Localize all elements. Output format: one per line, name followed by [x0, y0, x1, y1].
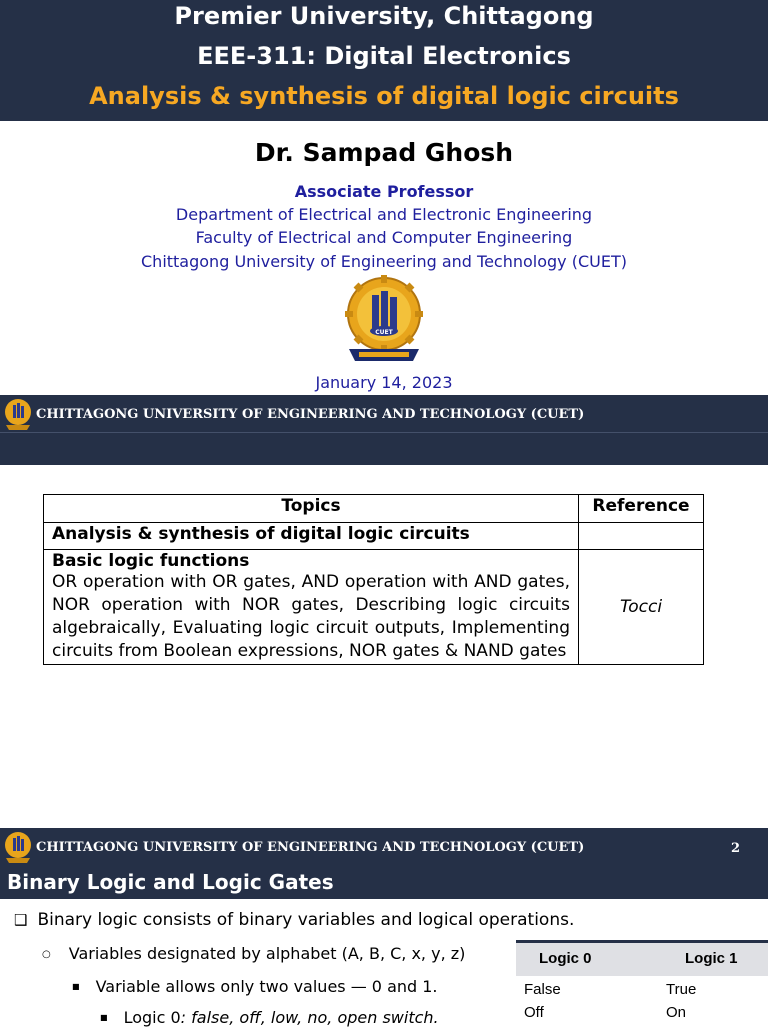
- logo-text: CUET: [375, 329, 393, 336]
- topics-header: Topics: [44, 495, 579, 523]
- section-title: Binary Logic and Logic Gates: [7, 870, 334, 894]
- course-title: EEE-311: Digital Electronics: [197, 42, 571, 70]
- cuet-small-logo: [3, 397, 33, 431]
- bullet-level2: ○ Variables designated by alphabet (A, B, C, x, y, z): [42, 944, 466, 963]
- square-bullet-icon: ■: [72, 982, 80, 991]
- reference-header: Reference: [579, 495, 704, 523]
- university-title: Premier University, Chittagong: [174, 2, 594, 30]
- reference-cell-empty: [579, 523, 704, 550]
- topic-cell: [44, 550, 579, 665]
- cuet-logo: [345, 275, 423, 367]
- logic0-header: Logic 0: [539, 950, 592, 967]
- table-cell: False: [524, 981, 561, 998]
- topic-heading: Basic logic functions: [52, 551, 250, 571]
- topics-table: [43, 494, 704, 665]
- header-bar-text: CHITTAGONG UNIVERSITY OF ENGINEERING AND TECHNOLOGY (CUET): [36, 407, 585, 422]
- reference-cell: Tocci: [579, 550, 704, 665]
- page-number: 2: [730, 841, 740, 856]
- bullet-level1: ❑ Binary logic consists of binary variables and logical operations.: [14, 910, 575, 930]
- logic1-header: Logic 1: [685, 950, 738, 967]
- university-name: Chittagong University of Engineering and Technology (CUET): [141, 252, 627, 271]
- square-bullet-icon: ■: [100, 1013, 108, 1022]
- presentation-date: January 14, 2023: [315, 373, 453, 392]
- circle-bullet-icon: ○: [42, 949, 51, 960]
- logic-values-table: [516, 940, 768, 1024]
- faculty: Faculty of Electrical and Computer Engineering: [195, 228, 573, 247]
- header-divider: [0, 432, 768, 433]
- table-row: [44, 550, 704, 665]
- table-cell: Off: [524, 1004, 544, 1021]
- bullet-level3: ■ Variable allows only two values — 0 and 1.: [72, 977, 438, 996]
- title-band: [0, 0, 768, 121]
- checkbox-bullet-icon: ❑: [14, 911, 28, 929]
- cuet-small-logo: [3, 830, 33, 864]
- header-bar: [0, 395, 768, 465]
- table-cell: True: [666, 981, 697, 998]
- author-position: Associate Professor: [294, 182, 474, 201]
- bullet-level4: ■ Logic 0: false, off, low, no, open switch.: [100, 1008, 439, 1027]
- section-band: [0, 867, 768, 899]
- topic-description: OR operation with OR gates, AND operation with AND gates, NOR operation with NOR gates, Describing logic circuits algebraically, Evaluating logic circuit outputs, Implementing circuits from Boolean expressions, NOR gates & NAND gates: [52, 572, 570, 661]
- table-cell: On: [666, 1004, 687, 1021]
- topic-cell: Analysis & synthesis of digital logic circuits: [44, 523, 579, 550]
- author-name: Dr. Sampad Ghosh: [254, 138, 514, 167]
- header-bar-slide2: [0, 828, 768, 867]
- table-row: [44, 523, 704, 550]
- header-bar-text: CHITTAGONG UNIVERSITY OF ENGINEERING AND TECHNOLOGY (CUET): [36, 840, 585, 855]
- lecture-title: Analysis & synthesis of digital logic circuits: [89, 82, 679, 110]
- department: Department of Electrical and Electronic Engineering: [175, 205, 593, 224]
